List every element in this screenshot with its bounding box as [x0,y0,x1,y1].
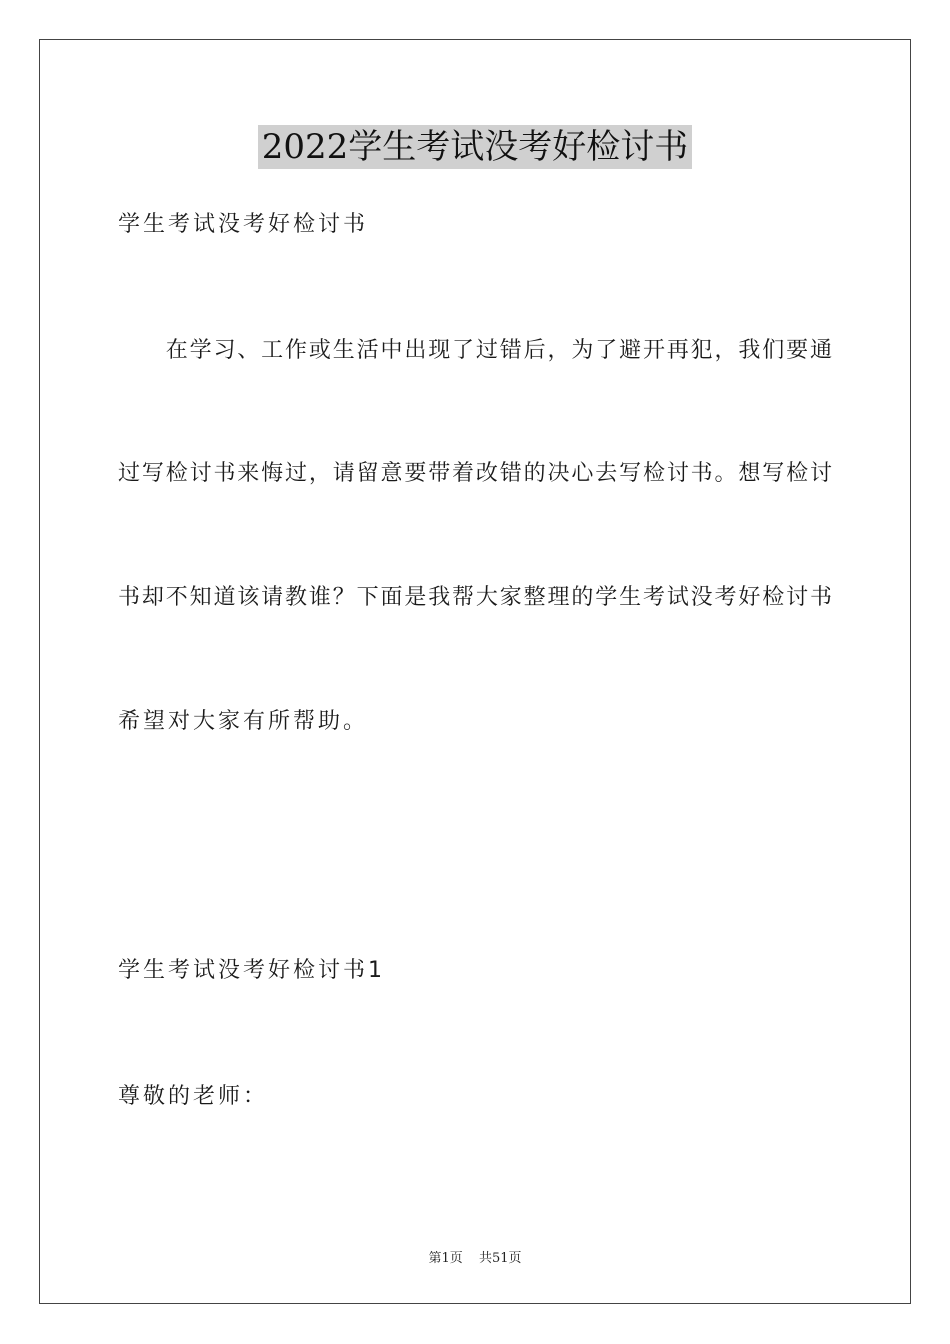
intro-line-4: 希望对大家有所帮助。 [118,709,369,734]
intro-line-1: 在学习、工作或生活中出现了过错后，为了避开再犯，我们要通 [118,338,832,363]
salutation: 尊敬的老师： [118,1084,269,1109]
document-title: 2022学生考试没考好检讨书 [258,125,693,169]
title-container [0,125,950,169]
document-subtitle: 学生考试没考好检讨书 [118,212,369,237]
intro-line-2: 过写检讨书来悔过，请留意要带着改错的决心去写检讨书。想写检讨 [118,461,832,486]
page-number-total: 共51页 [478,1251,522,1266]
intro-line-3: 书却不知道该请教谁？下面是我帮大家整理的学生考试没考好检讨书 [118,585,832,610]
page-number-current: 第1页 [428,1251,463,1266]
page-footer [0,1247,950,1266]
section-heading: 学生考试没考好检讨书1 [118,958,385,983]
